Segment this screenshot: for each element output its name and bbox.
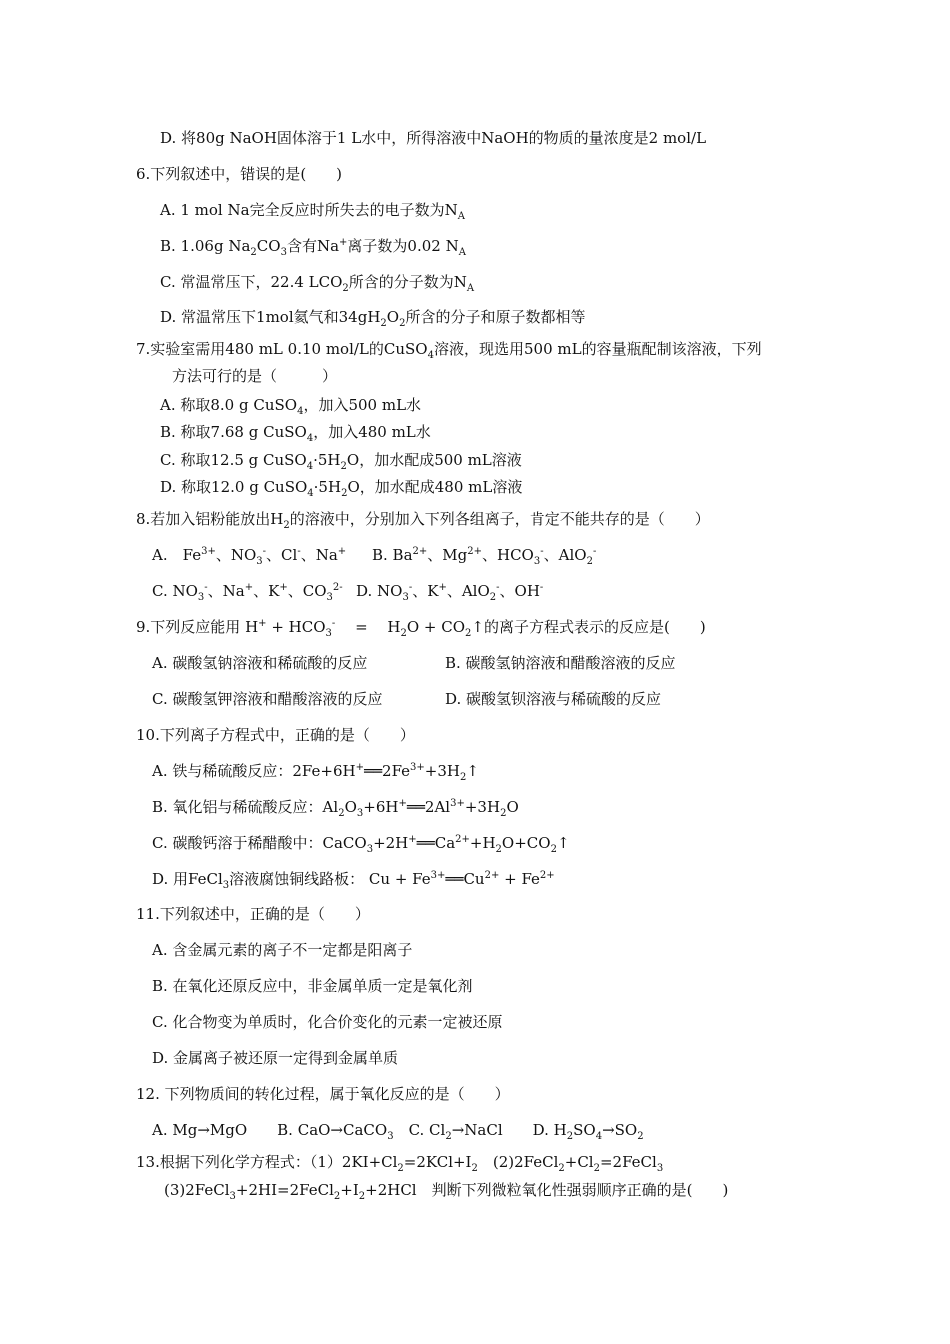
q8-option-a: A. $Fe^{3+}$、$NO_3^-$、Cl-、Na+ bbox=[152, 546, 347, 567]
q7-option-d: D. 称取12.0 g $CuSO_4\cdot 5H_2O$，加水配成480 mL溶液 bbox=[160, 478, 523, 499]
q6-option-b: B. 1.06g $Na_2CO_3$含有Na+离子数为0.02 $N_A$ bbox=[160, 237, 466, 258]
q6-option-c: C. 常温常压下，22.4 $LCO_2$所含的分子数为$N_A$ bbox=[160, 273, 475, 294]
q7-option-c: C. 称取12.5 g $CuSO_4\cdot 5H_2O$，加水配成500 mL溶液 bbox=[160, 451, 522, 472]
q8-stem: 8.若加入铝粉能放出$H_2$的溶液中，分别加入下列各组离子，肯定不能共存的是（ ） bbox=[136, 510, 710, 531]
q7-option-b: B. 称取7.68 g CuSO$_4$，加入480 mL水 bbox=[160, 423, 431, 444]
q9-stem: 9.下列反应能用 $H^+ + HCO_3^-$ = $H_2O$ + $CO_2↑$的离子方程式表示的反应是( ) bbox=[136, 618, 706, 639]
q13-stem-cont: $(3)2FeCl_3+2HI=2FeCl_2+I_2+2HCl$ 判断下列微粒氧化性强弱顺序正确的是( ) bbox=[164, 1181, 729, 1202]
q5-option-d: D. 将80g NaOH固体溶于1 L水中，所得溶液中NaOH的物质的量浓度是2 mol/L bbox=[160, 129, 707, 147]
q12-options: A. Mg→MgO B. CaO→CaCO$_3$ C. $Cl_2\to NaCl$ D. $H_2SO_4\to SO_2$ bbox=[152, 1121, 644, 1142]
q8-option-c: C. $NO_3^-$、Na+、K+、$CO_3^{2-}$ bbox=[152, 582, 343, 603]
q9-option-c: C. 碳酸氢钾溶液和醋酸溶液的反应 bbox=[152, 690, 383, 708]
q10-option-a: A. 铁与稀硫酸反应：$2Fe+6H^+══2Fe^{3+}+3H_2↑$ bbox=[152, 762, 479, 783]
q11-option-a: A. 含金属元素的离子不一定都是阳离子 bbox=[152, 941, 413, 959]
q10-option-c: C. 碳酸钙溶于稀醋酸中：$CaCO_3+2H^+══Ca^{2+}+H_2O+CO_2↑$ bbox=[152, 834, 570, 855]
q11-option-b: B. 在氧化还原反应中，非金属单质一定是氧化剂 bbox=[152, 977, 473, 995]
q11-stem: 11.下列叙述中，正确的是（ ） bbox=[136, 905, 370, 923]
q11-option-d: D. 金属离子被还原一定得到金属单质 bbox=[152, 1049, 399, 1067]
q10-option-b: B. 氧化铝与稀硫酸反应：$Al_2O_3+6H^+══2Al^{3+}+3H_2O$ bbox=[152, 798, 519, 819]
q7-option-a: A. 称取8.0 g CuSO$_4$，加入500 mL水 bbox=[160, 396, 422, 417]
q7-stem-cont: 方法可行的是（ ） bbox=[172, 367, 338, 385]
q7-stem: 7.实验室需用480 mL 0.10 mol/L的CuSO$_4$溶液，现选用500 mL的容量瓶配制该溶液，下列 bbox=[136, 340, 762, 361]
q11-option-c: C. 化合物变为单质时，化合价变化的元素一定被还原 bbox=[152, 1013, 503, 1031]
q6-option-a: A. 1 mol Na完全反应时所失去的电子数为$N_A$ bbox=[160, 201, 465, 222]
q10-option-d: D. 用FeCl$_3$溶液腐蚀铜线路板： $Cu + Fe^{3+}══Cu^{2+} + Fe^{2+}$ bbox=[152, 870, 555, 891]
q9-option-d: D. 碳酸氢钡溶液与稀硫酸的反应 bbox=[445, 690, 662, 708]
q6-stem: 6.下列叙述中，错误的是( ) bbox=[136, 165, 343, 183]
q13-stem: 13.根据下列化学方程式：$(1)2KI+Cl_2=2KCl+I_2$ $(2)2FeCl_2+Cl_2=2FeCl_3$ bbox=[136, 1153, 664, 1174]
q10-stem: 10.下列离子方程式中，正确的是（ ） bbox=[136, 726, 415, 744]
q9-option-b: B. 碳酸氢钠溶液和醋酸溶液的反应 bbox=[445, 654, 676, 672]
q12-stem: 12. 下列物质间的转化过程，属于氧化反应的是（ ） bbox=[136, 1085, 510, 1103]
q8-option-d: D. $NO_3^-$、K+、AlO$_2$-、OH- bbox=[356, 582, 544, 603]
q9-option-a: A. 碳酸氢钠溶液和稀硫酸的反应 bbox=[152, 654, 368, 672]
q8-option-b: B. $Ba^{2+}$、$Mg^{2+}$、$HCO_3^-$、AlO$_2$- bbox=[372, 546, 597, 567]
q6-option-d: D. 常温常压下1mol氦气和$34gH_2O_2$所含的分子和原子数都相等 bbox=[160, 308, 586, 329]
